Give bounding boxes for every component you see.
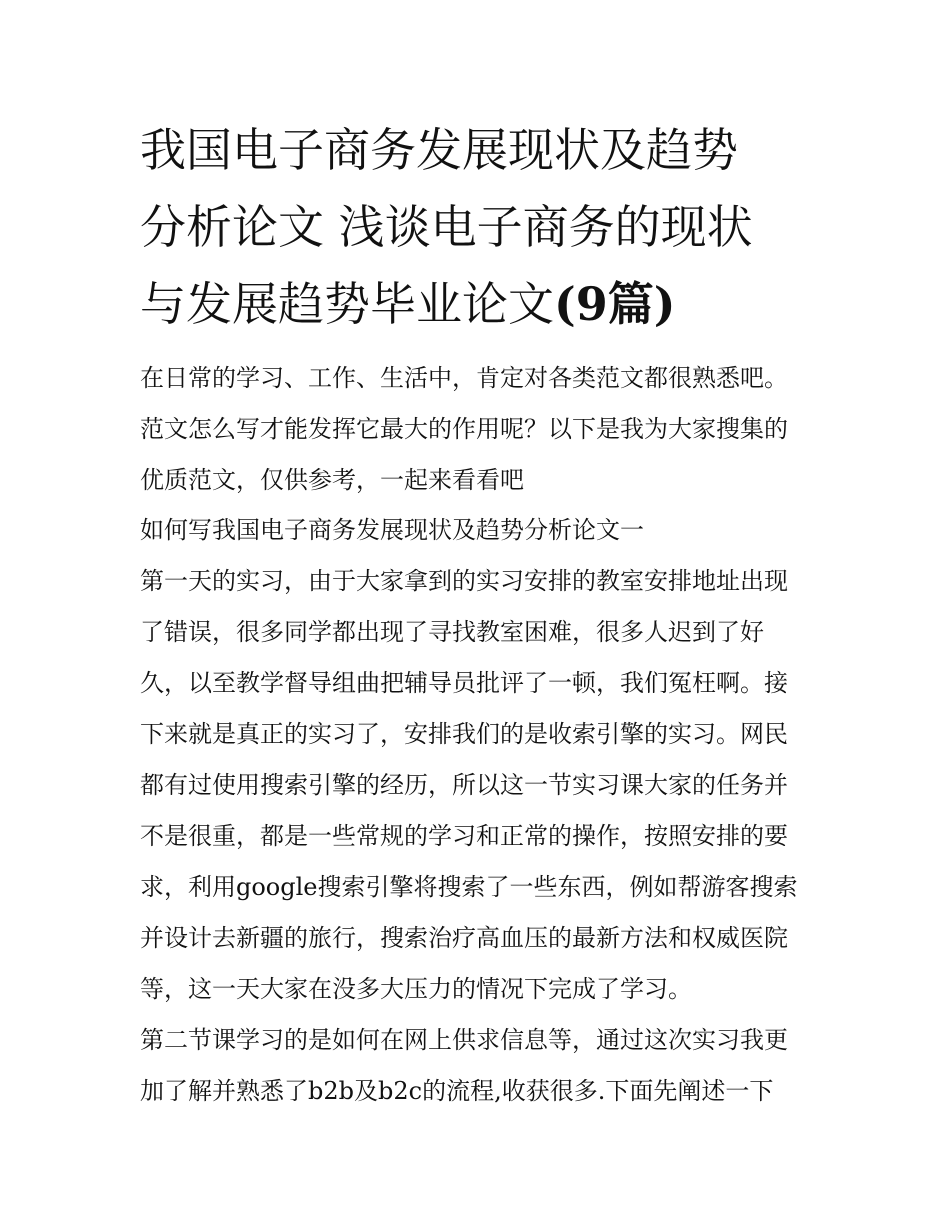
title-line-2: 分析论文 浅谈电子商务的现状	[140, 200, 753, 254]
body-line-9: 等，这一天大家在没多大压力的情况下完成了学习。	[140, 975, 692, 1003]
body-line-6: 不是很重，都是一些常规的学习和正常的操作，按照安排的要	[140, 822, 788, 850]
body-line-2: 了错误，很多同学都出现了寻找教室困难，很多人迟到了好	[140, 618, 764, 646]
body-line-11: 加了解并熟悉了b2b及b2c的流程,收获很多.下面先阐述一下	[140, 1077, 774, 1105]
body-line-3: 久，以至教学督导组曲把辅导员批评了一顿，我们冤枉啊。接	[140, 669, 788, 697]
title-line-1: 我国电子商务发展现状及趋势	[140, 123, 738, 177]
body-line-1: 第一天的实习，由于大家拿到的实习安排的教室安排地址出现	[140, 567, 788, 595]
section-heading: 如何写我国电子商务发展现状及趋势分析论文一	[140, 516, 644, 544]
body-line-10: 第二节课学习的是如何在网上供求信息等，通过这次实习我更	[140, 1026, 788, 1054]
body-line-5: 都有过使用搜索引擎的经历，所以这一节实习课大家的任务并	[140, 771, 788, 799]
body-line-7: 求，利用google搜索引擎将搜索了一些东西，例如帮游客搜索	[140, 873, 798, 901]
intro-line-2: 范文怎么写才能发挥它最大的作用呢？以下是我为大家搜集的	[140, 415, 788, 443]
intro-line-3: 优质范文，仅供参考，一起来看看吧	[140, 466, 524, 494]
body-line-8: 并设计去新疆的旅行，搜索治疗高血压的最新方法和权威医院	[140, 924, 788, 952]
title-suffix: (9篇)	[554, 277, 676, 331]
document-title	[140, 112, 830, 343]
title-line-3: 与发展趋势毕业论文	[140, 277, 554, 331]
intro-line-1: 在日常的学习、工作、生活中，肯定对各类范文都很熟悉吧。	[140, 364, 788, 392]
body-line-4: 下来就是真正的实习了，安排我们的是收索引擎的实习。网民	[140, 720, 788, 748]
